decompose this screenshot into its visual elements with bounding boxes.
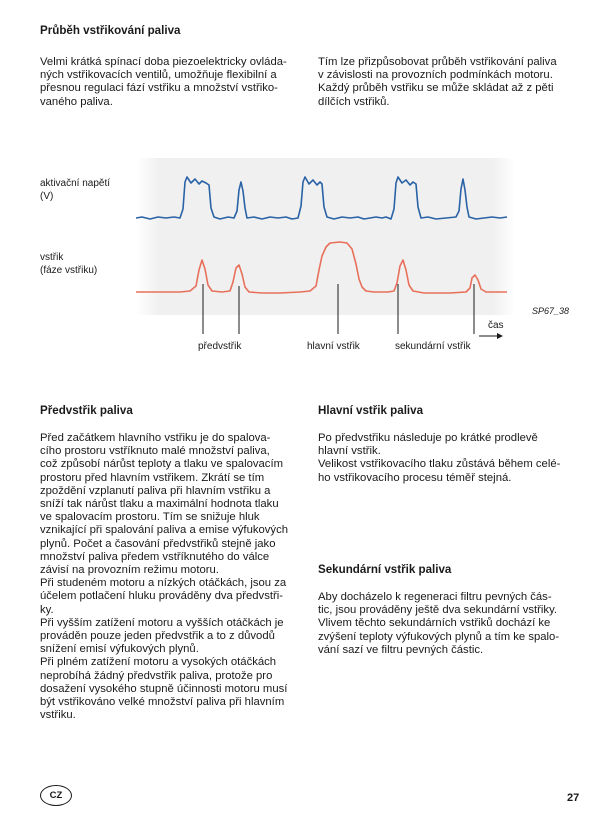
section-secondary-line: Aby docházelo k regeneraci filtru pevných čás- (318, 591, 552, 603)
section-pre-title: Předvstřik paliva (40, 404, 133, 417)
section-main-line: Velikost vstřikovacího tlaku zůstává během celé- (318, 458, 561, 471)
injection-phase-label: (fáze vstřiku) (40, 265, 98, 276)
intro-right-line: v závislosti na provozních podmínkách motoru. (318, 69, 553, 82)
section-main-title: Hlavní vstřik paliva (318, 404, 424, 417)
section-pre-line: dosažení vysokého stupně účinnosti motoru musí (40, 682, 288, 695)
section-secondary-title: Sekundární vstřik paliva (318, 563, 452, 576)
section-main-line: ho vstřikovacího procesu téměř stejná. (318, 471, 512, 484)
section-pre-line: ve spalovacím prostoru. Tím se snižuje hluk (40, 511, 260, 524)
voltage-unit-label: (V) (40, 191, 54, 202)
section-pre-line: snížení emisí výfukových plynů. (40, 643, 199, 656)
section-pre-line: prováděn pouze jeden předvstřik a to z důvodů (40, 630, 275, 643)
section-pre-line: Při vyšším zatížení motoru a vyšších otáčkách je (40, 616, 284, 629)
section-secondary-body (318, 591, 559, 657)
voltage-label: aktivační napětí (40, 178, 111, 189)
page-title: Průběh vstřikování paliva (40, 24, 181, 37)
section-pre-line: závisí na provozním režimu motoru. (40, 564, 219, 577)
country-badge: CZ (40, 785, 72, 806)
intro-left-line: vaného paliva. (40, 95, 113, 108)
section-main-body (318, 432, 560, 485)
intro-right-line: dílčích vstřiků. (318, 95, 390, 108)
time-axis-label: čas (488, 320, 504, 331)
section-pre-line: vstřiku. (40, 709, 76, 722)
section-pre-line: vznikající při spalování paliva a emise výfukových (40, 524, 289, 537)
intro-right-line: Tím lze přizpůsobovat průběh vstřikování paliva (318, 56, 557, 68)
section-pre-line: neprobíhá žádný předvstřik paliva, protože pro (40, 669, 273, 682)
section-pre-line: plynů. Počet a časování předvstřiků stejně jako (40, 537, 276, 550)
intro-left-line: ných vstřikovacích ventilů, umožňuje flexibilní a (40, 69, 277, 82)
injection-diagram (0, 0, 599, 380)
callout-secondary-injection: sekundární vstřik (395, 341, 471, 352)
section-pre-line: což způsobí nárůst teploty a tlaku ve spalovacím (40, 458, 284, 471)
intro-right-line: Každý průběh vstřiku se může skládat až z pěti (318, 82, 554, 95)
section-pre-line: cího prostoru vstříknuto malé množství paliva, (40, 445, 270, 458)
intro-left-line: Velmi krátká spínací doba piezoelektricky ovláda- (40, 56, 287, 68)
callout-main-injection: hlavní vstřik (307, 341, 360, 352)
callout-pre-injection: předvstřik (198, 341, 242, 352)
section-pre-line: Při plném zatížení motoru a vysokých otáčkách (40, 656, 277, 669)
section-pre-line: zpoždění vzplanutí paliva při hlavním vstřiku a (40, 484, 271, 497)
section-pre-line: ky. (40, 603, 54, 616)
section-pre-line: být vstřikováno velké množství paliva při hlavním (40, 696, 285, 709)
section-secondary-line: tic, jsou prováděny ještě dva sekundární vstřiky. (318, 604, 558, 617)
section-main-line: Po předvstřiku následuje po krátké prodlevě (318, 432, 538, 444)
injection-label: vstřik (40, 252, 64, 263)
section-pre-line: Při studeném motoru a nízkých otáčkách, jsou za (40, 577, 287, 590)
page-number: 27 (567, 792, 580, 804)
time-arrow-icon (497, 333, 503, 339)
section-pre-line: množství paliva předem vstříknutého do válce (40, 550, 270, 563)
intro-left-line: přesnou regulaci fází vstřiku a množství vstřiko- (40, 82, 278, 95)
section-pre-line: sníží tak nárůst tlaku a maximální hodnota tlaku (40, 498, 279, 511)
section-secondary-line: zvýšení teploty výfukových plynů a tím ke spalo- (318, 630, 560, 643)
section-pre-line: prostoru před hlavním vstřikem. Zkrátí se tím (40, 471, 265, 484)
section-main-line: hlavní vstřik. (318, 445, 381, 458)
section-pre-body (40, 432, 288, 722)
section-secondary-line: Vlivem těchto sekundárních vstřiků dochází ke (318, 617, 551, 630)
section-secondary-line: vání sazí ve filtru pevných částic. (318, 643, 484, 656)
section-pre-line: účelem potlačení hluku prováděny dva předvstři- (40, 590, 284, 603)
section-pre-line: Před začátkem hlavního vstřiku je do spalova- (40, 432, 271, 444)
figure-code: SP67_38 (532, 306, 570, 316)
